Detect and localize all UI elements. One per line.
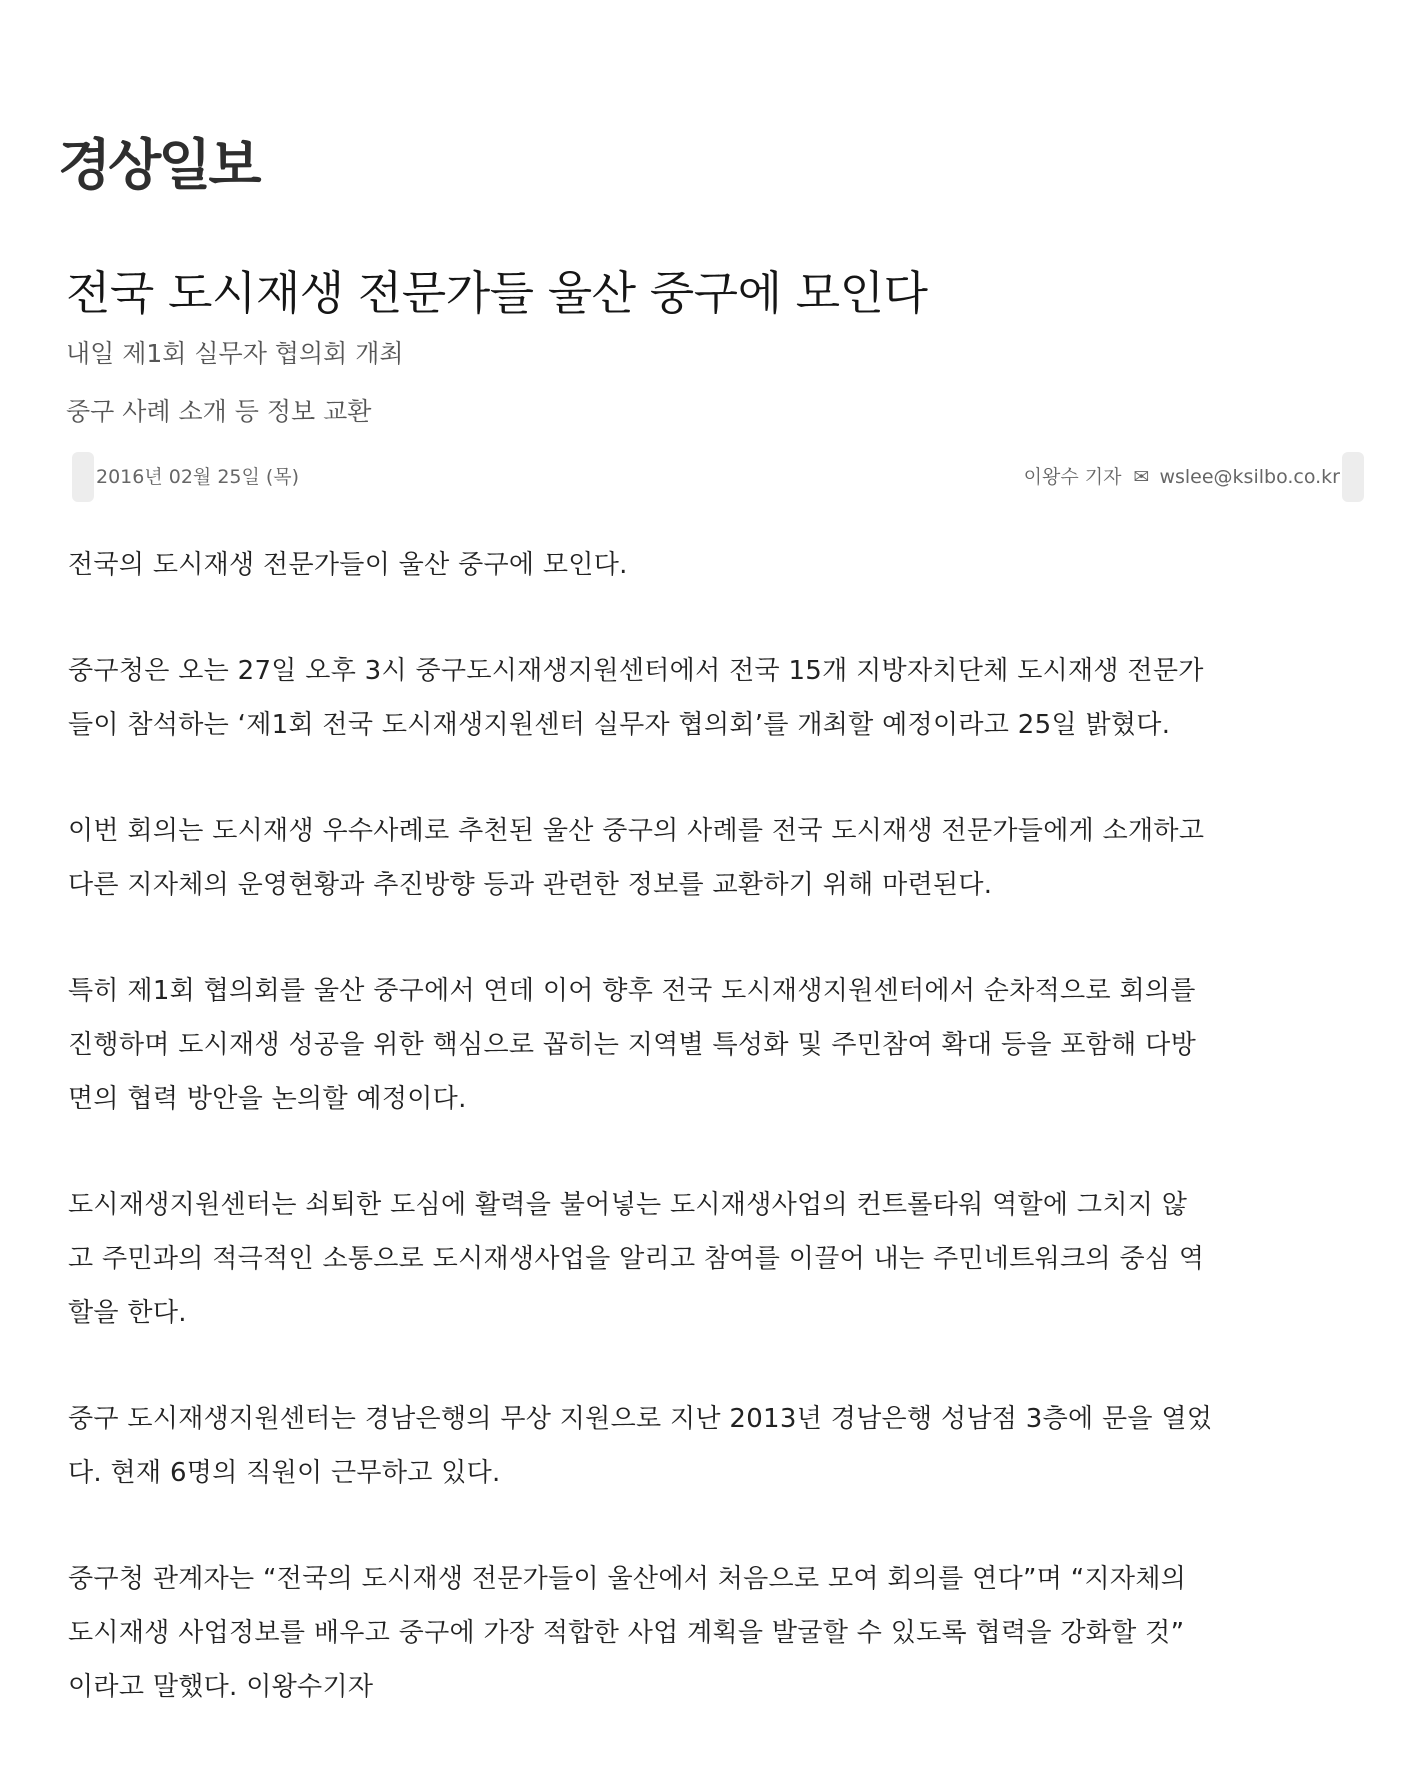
paragraph xyxy=(68,1178,1368,1340)
paragraph-line: 전국의 도시재생 전문가들이 울산 중구에 모인다. xyxy=(68,550,628,580)
publish-date: 2016년 02월 25일 (목) xyxy=(96,466,300,488)
article-headline: 전국 도시재생 전문가들 울산 중구에 모인다 xyxy=(66,266,928,320)
paragraph-line: 할을 한다. xyxy=(68,1298,187,1328)
reporter-email[interactable]: wslee@ksilbo.co.kr xyxy=(1159,466,1340,488)
paragraph-line: 특히 제1회 협의회를 울산 중구에서 연데 이어 향후 전국 도시재생지원센터에서 순차적으로 회의를 xyxy=(68,976,1196,1006)
paragraph-line: 도시재생 사업정보를 배우고 중구에 가장 적합한 사업 계획을 발굴할 수 있도록 협력을 강화할 것” xyxy=(68,1618,1185,1648)
subtitle-line: 중구 사례 소개 등 정보 교환 xyxy=(66,397,372,426)
article-meta-bar xyxy=(72,452,1364,502)
paragraph xyxy=(68,1552,1368,1714)
article-body xyxy=(68,538,1368,1766)
paragraph-line: 도시재생지원센터는 쇠퇴한 도심에 활력을 불어넣는 도시재생사업의 컨트롤타워 역할에 그치지 않 xyxy=(68,1190,1188,1220)
subtitle-line: 내일 제1회 실무자 협의회 개최 xyxy=(66,339,404,368)
article-subtitles xyxy=(66,335,404,451)
paragraph-line: 진행하며 도시재생 성공을 위한 핵심으로 꼽히는 지역별 특성화 및 주민참여 확대 등을 포함해 다방 xyxy=(68,1030,1196,1060)
reporter-name: 이왕수 기자 xyxy=(1023,466,1122,488)
paragraph xyxy=(68,804,1368,912)
paragraph xyxy=(68,1392,1368,1500)
newspaper-logo: 경상일보 xyxy=(58,133,259,197)
paragraph-line: 들이 참석하는 ‘제1회 전국 도시재생지원센터 실무자 협의회’를 개최할 예정이라고 25일 밝혔다. xyxy=(68,710,1171,740)
paragraph-line: 중구청 관계자는 “전국의 도시재생 전문가들이 울산에서 처음으로 모여 회의를 연다”며 “지자체의 xyxy=(68,1564,1187,1594)
paragraph xyxy=(68,964,1368,1126)
paragraph-line: 이라고 말했다. 이왕수기자 xyxy=(68,1672,374,1702)
paragraph-line: 다. 현재 6명의 직원이 근무하고 있다. xyxy=(68,1458,501,1488)
paragraph-line: 중구 도시재생지원센터는 경남은행의 무상 지원으로 지난 2013년 경남은행 성남점 3층에 문을 열었 xyxy=(68,1404,1213,1434)
paragraph xyxy=(68,538,1368,592)
byline xyxy=(1024,462,1340,489)
paragraph-line: 이번 회의는 도시재생 우수사례로 추천된 울산 중구의 사례를 전국 도시재생 전문가들에게 소개하고 xyxy=(68,816,1205,846)
paragraph xyxy=(68,644,1368,752)
paragraph-line: 면의 협력 방안을 논의할 예정이다. xyxy=(68,1084,467,1114)
envelope-icon: ✉ xyxy=(1133,466,1150,488)
paragraph-line: 다른 지자체의 운영현황과 추진방향 등과 관련한 정보를 교환하기 위해 마련된다. xyxy=(68,870,993,900)
paragraph-line: 고 주민과의 적극적인 소통으로 도시재생사업을 알리고 참여를 이끌어 내는 주민네트워크의 중심 역 xyxy=(68,1244,1205,1274)
paragraph-line: 중구청은 오는 27일 오후 3시 중구도시재생지원센터에서 전국 15개 지방자치단체 도시재생 전문가 xyxy=(68,656,1204,686)
